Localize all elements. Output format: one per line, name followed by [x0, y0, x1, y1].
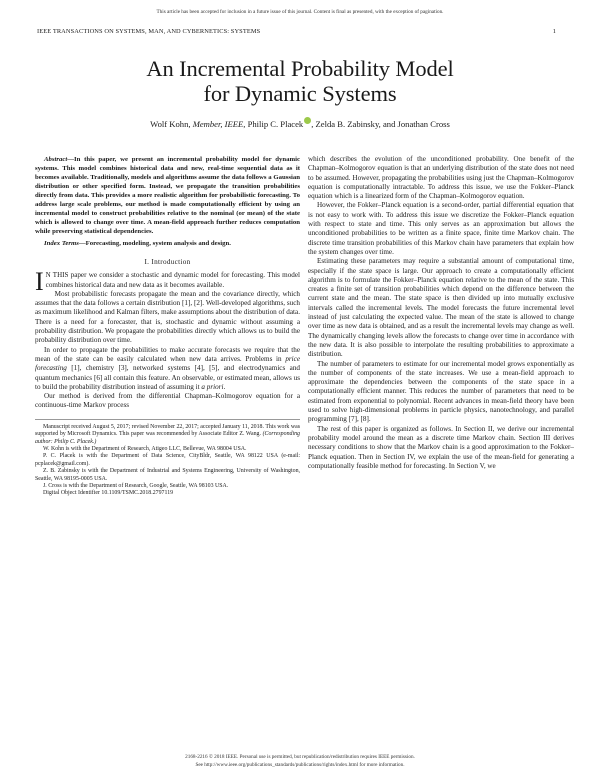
intro-p1-text: paper we consider a stochastic and dynamic model for forecasting. This model combines historical data and new data as it becomes available. [45, 271, 300, 289]
drop-cap: I [35, 267, 44, 297]
author-list [0, 117, 600, 129]
abstract-text: —In this paper, we present an incremental probability model for dynamic systems. This model combines historical data and new, real-time sequential data as it becomes available. Traditionally, models and algorithms assume the data follows a Gaussian distribution or other specified form. Instead, we propagate the transition probabilities directly from data. This provides a more realistic algorithm for probabilistic forecasting. To address large scale problems, our method is made computationally efficient by using an incremental model to construct probabilities relative to the nominal (or mean) of the state which is allowed to change over time. A mean-field approach further reduces computation while preserving statistical dependencies. [35, 156, 300, 235]
acceptance-notice: This article has been accepted for inclusion in a future issue of this journal. Content is final as presented, with the exception of pagination. [156, 9, 444, 15]
footnotes [35, 419, 300, 498]
footnote-placek: P. C. Placek is with the Department of Data Science, CityBldr, Seattle, WA 98122 USA (e-mail: pcplacek@gmail.com). [35, 453, 300, 467]
author-1-membership: Member, IEEE [192, 119, 244, 129]
left-column [35, 155, 300, 498]
author-1: Wolf Kohn, [150, 119, 191, 129]
right-column [308, 155, 574, 471]
right-paragraph-3: Estimating these parameters may require a substantial amount of computational time, especially if the state space is large. Our approach to create a computationally efficient algorithm is to formulate the Fokker–Planck equation relative to the mean of the state. This creates a finite set of transition probabilities which depend on the difference between the current state and the mean. The state space is then divided up into mutually exclusive intervals called the incremental levels. The model forecasts the future incremental level instead of just calculating the expected value. The mean of the state is allowed to change over time as new data is obtained, and as a result the incremental levels may change as well. The dynamically changing levels allow the forecasts to change over time in accordance with the new data. It is also possible to interpolate the resulting probabilities to approximate a distribution. [308, 257, 574, 359]
intro-p3-part-b: [1], chemistry [3], networked systems [4], [5], and electrodynamics and quantum mechanics [6] all contain this feature. An observable, or estimated mean, allows us to build the probability distribution instead of assuming it [35, 364, 300, 391]
running-head: IEEE TRANSACTIONS ON SYSTEMS, MAN, AND CYBERNETICS: SYSTEMS [37, 28, 261, 35]
copyright-notice [0, 754, 600, 769]
intro-p3-part-a: In order to propagate the probabilities to make accurate forecasts we require that the mean of the state can be easily calculated when new data arrives. Problems in [35, 345, 300, 363]
footnote-manuscript [35, 424, 300, 446]
right-paragraph-2: However, the Fokker–Planck equation is a second-order, partial differential equation that is not easy to work with. To address this issue we discretize the Fokker–Planck equation with respect to state and time. This only serves as an approximation but allows the unconditioned probabilities to be written as a finite space, finite time Markov chain. The discrete time transition probabilities of this Markov chain have parameters that explain how the system changes over time. [308, 201, 574, 256]
footnote-manuscript-text: Manuscript received August 5, 2017; revised November 22, 2017; accepted January 11, 2018. This work was supported by Microsoft Dynamics. This paper was recommended by Associate Editor Z. Wang. [35, 423, 301, 438]
intro-p3-emphasis: price forecasting [35, 354, 300, 373]
index-terms [35, 239, 300, 248]
copyright-line-2: See http://www.ieee.org/publications_standards/publications/rights/index.html for more information. [195, 761, 405, 768]
intro-paragraph-1 [35, 267, 300, 297]
index-terms-label: Index Terms [44, 240, 79, 247]
authors-rest: , Zelda B. Zabinsky, and Jonathan Cross [311, 119, 450, 129]
abstract-label: Abstract [44, 156, 68, 163]
right-paragraph-5: The rest of this paper is organized as follows. In Section II, we derive our incremental probability model around the mean as a discrete time Markov chain. Section III derives necessary conditions to show that the Markov chain is a good approximation to the Fokker–Planck equation. Then in Section IV, we explain the use of the mean-field for generating a computationally feasible method for forecasting. In Section V, we [308, 424, 574, 470]
index-terms-text: —Forecasting, modeling, system analysis and design. [78, 240, 231, 247]
intro-small-caps: N THIS [45, 271, 69, 280]
footnote-zabinsky: Z. B. Zabinsky is with the Department of Industrial and Systems Engineering, University of Washington, Seattle, WA 98195-0005 USA. [35, 468, 300, 482]
intro-paragraph-2: Most probabilistic forecasts propagate the mean and the covariance directly, which assumes that the data follows a certain distribution [1], [2]. Well-developed algorithms, such as maximum likelihood and Kalman filters, make assumptions about the distribution of data. There is a need for a forecaster, that is, stochastic and dynamic without assuming a probability distribution. We propagate the probabilities directly which allows us to build the probability distribution over time. [35, 289, 300, 345]
footnote-kohn: W. Kohn is with the Department of Research, Atigeo LLC, Bellevue, WA 98004 USA. [43, 445, 247, 452]
intro-paragraph-4: Our method is derived from the differential Chapman–Kolmogorov equation for a continuous-time Markov process [35, 392, 300, 410]
right-paragraph-1: which describes the evolution of the unconditioned probability. One benefit of the Chapman–Kolmogorov equation is that an underlying distribution of the state does not need to be assumed. However, propagating the probabilities using just the Chapman–Kolmogorov equation is computationally intractable. To address this issue, we use the Fokker–Planck equation which is a linearized form of the Chapman–Kolmogorov equation. [308, 155, 574, 201]
intro-p3-emphasis-2: a priori [201, 382, 224, 391]
title-line-1: An Incremental Probability Model [146, 56, 454, 81]
right-paragraph-4: The number of parameters to estimate for our incremental model grows exponentially as the number of components of the state increases. We use a mean-field approach to approximate the dependencies between the components of the state space in a computationally efficient manner. This reduces the number of parameters that need to be estimated from exponential to polynomial. Recent advances in mean-field theory have been used to solve high-dimensional problems in particle physics, nanotechnology, and parallel programming [7], [8]. [308, 359, 574, 424]
page-number: 1 [552, 28, 556, 35]
footnote-cross: J. Cross is with the Department of Research, Google, Seattle, WA 98103 USA. [43, 483, 229, 489]
copyright-line-1: 2168-2216 © 2018 IEEE. Personal use is permitted, but republication/redistribution requires IEEE permission. [185, 754, 415, 760]
intro-paragraph-3 [35, 346, 300, 392]
section-heading-introduction: I. Introduction [144, 258, 191, 266]
author-2: , Philip C. Placek [243, 119, 304, 129]
abstract [35, 155, 300, 236]
intro-p3-part-c: . [223, 382, 226, 391]
footnote-corresponding: (Corresponding author: Philip C. Placek.) [35, 431, 300, 445]
title-line-2: for Dynamic Systems [203, 81, 397, 106]
footnote-doi: Digital Object Identifier 10.1109/TSMC.2018.2797119 [43, 490, 174, 497]
paper-title [0, 56, 600, 106]
